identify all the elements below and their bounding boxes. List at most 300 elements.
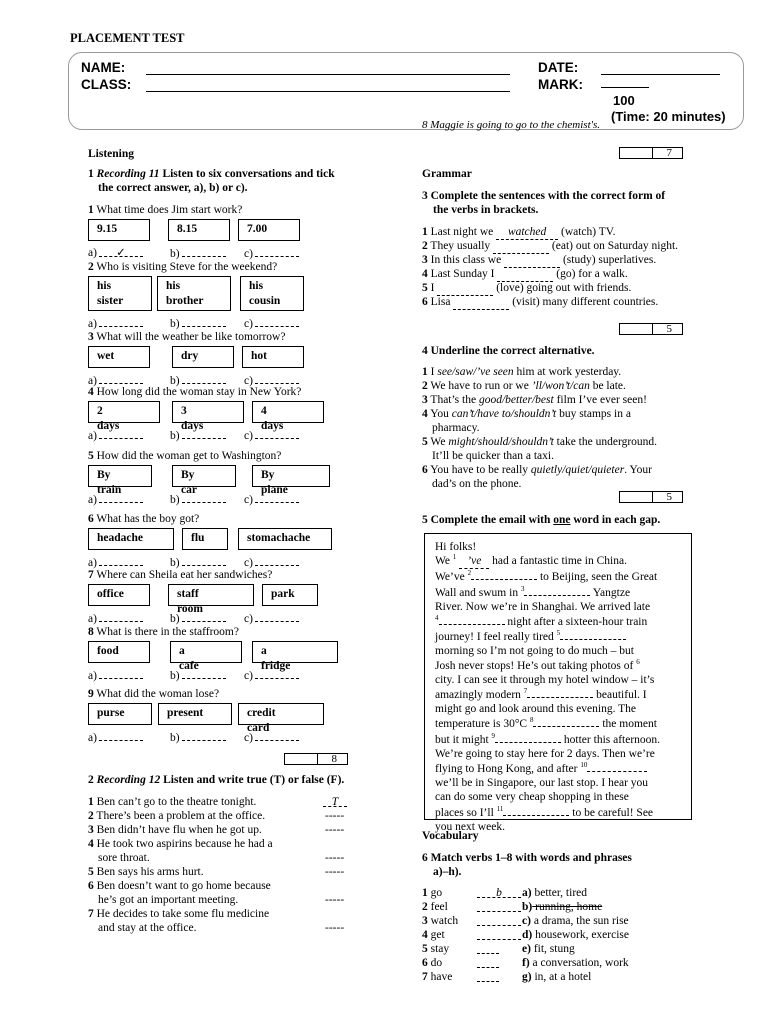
answer-option-box: purse xyxy=(88,703,152,725)
answer-option-box: a cafe xyxy=(170,641,242,663)
tick-blank[interactable] xyxy=(182,316,226,327)
gap-10[interactable] xyxy=(587,761,647,772)
ex2-title: 2 Recording 12 Listen and write true (T) or false (F). xyxy=(88,774,345,786)
verb: watch xyxy=(427,915,459,927)
match-blank[interactable] xyxy=(477,900,521,912)
verb-blank[interactable] xyxy=(504,253,560,268)
ex1-title: 1 Recording 11 Listen to six conversations and tick xyxy=(88,168,335,180)
phrase-text: fit, stung xyxy=(530,943,575,955)
answer-option-box: By car xyxy=(172,465,236,487)
alternative-sentence xyxy=(422,379,626,393)
match-blank[interactable] xyxy=(477,928,521,940)
question-text: How did the woman get to Washington? xyxy=(93,450,282,462)
choice-letter: b) xyxy=(170,732,180,744)
grammar-sentence xyxy=(422,295,658,310)
alternatives[interactable]: good/better/best xyxy=(478,394,554,406)
answer-option-box: his cousin xyxy=(240,276,304,311)
sentence-start: You have to be really xyxy=(427,464,531,476)
ex4-title: 4 Underline the correct alternative. xyxy=(422,345,595,357)
listening-question xyxy=(88,687,219,701)
listening-question xyxy=(88,512,199,526)
listening-question xyxy=(88,625,239,639)
item-number: 6 xyxy=(422,957,428,969)
verb-blank[interactable]: watched xyxy=(496,225,558,240)
listening-question xyxy=(88,568,272,582)
answer-option-box: hot xyxy=(242,346,304,368)
alternative-sentence xyxy=(422,463,652,477)
tf-statement xyxy=(88,809,265,823)
tick-blank[interactable] xyxy=(99,428,143,439)
choice-letter: b) xyxy=(170,557,180,569)
choice-letter: b) xyxy=(170,248,180,260)
tick-blank[interactable] xyxy=(99,492,143,503)
tick-blank[interactable] xyxy=(182,246,226,257)
answer-option-box: 9.15 xyxy=(88,219,150,241)
sentence-end: (study) superlatives. xyxy=(560,254,657,266)
answer-option-box: 4 days xyxy=(252,401,324,423)
match-blank[interactable] xyxy=(477,914,521,926)
mark-total: 100 xyxy=(613,93,635,108)
phrase-letter: a) xyxy=(522,887,532,899)
question-number: 7 xyxy=(88,569,94,581)
verb: get xyxy=(427,929,445,941)
sentence-line2: pharmacy. xyxy=(432,422,480,434)
phrase-letter: f) xyxy=(522,957,530,969)
sentence-start: I xyxy=(427,282,438,294)
choice-letter: c) xyxy=(244,557,253,569)
ex6-title-line2: a)–h). xyxy=(433,866,462,878)
phrase-text: housework, exercise xyxy=(532,929,629,941)
answer-choice[interactable] xyxy=(88,246,143,260)
grammar-sentence xyxy=(422,239,678,254)
choice-letter: c) xyxy=(244,318,253,330)
item-number: 3 xyxy=(422,254,428,266)
item-number: 4 xyxy=(422,929,428,941)
phrase-option xyxy=(522,914,629,928)
phrase-option xyxy=(522,956,629,970)
choice-letter: a) xyxy=(88,318,97,330)
question-text: What time does Jim start work? xyxy=(93,204,243,216)
item-text: Ben says his arms hurt. xyxy=(93,866,204,878)
phrase-option xyxy=(522,942,575,956)
match-blank[interactable] xyxy=(477,970,499,982)
alternatives[interactable]: might/should/shouldn’t xyxy=(448,436,554,448)
answer-option-box: headache xyxy=(88,528,174,550)
item-number: 1 xyxy=(88,796,94,808)
item-text-line2: and stay at the office. xyxy=(98,922,197,934)
vocabulary-heading: Vocabulary xyxy=(422,830,479,842)
choice-letter: a) xyxy=(88,670,97,682)
item-number: 2 xyxy=(422,901,428,913)
gap-1[interactable]: ’ve xyxy=(459,554,489,569)
tick-blank[interactable] xyxy=(99,316,143,327)
question-text: What will the weather be like tomorrow? xyxy=(93,331,286,343)
answer-option-box: 8.15 xyxy=(168,219,230,241)
answer-option-box: flu xyxy=(182,528,228,550)
item-text: Ben can’t go to the theatre tonight. xyxy=(93,796,257,808)
answer-choice[interactable] xyxy=(244,428,299,443)
choice-letter: b) xyxy=(170,670,180,682)
question-text: How long did the woman stay in New York? xyxy=(93,386,302,398)
gap-7[interactable] xyxy=(527,687,593,698)
answer-option-box: By train xyxy=(88,465,152,487)
item-number: 2 xyxy=(88,810,94,822)
verb-item xyxy=(422,914,458,928)
answer-option-box: stomachache xyxy=(238,528,332,550)
email-box: Hi folks! We $^1$ ’ve had a fantastic time in China. We’ve $^2$ to Beijing, seen the Great Wall and swum in $^3$ Yangtze River. Now we’re in Shanghai. We arrived late $^4$ night after a sixteen-hour train journey! I feel really tired $^5$ morning so I’m not going to do much – but Josh never stops! He’s out taking photos of $^6$ city. I can see it through my hotel window – it’s amazingly modern $^7$ beautiful. I might go and look around this evening. The temperature is 30°C $^8$ the moment but it might $^9$ hotter this afternoon. We’re going to stay here for 2 days. Then we’re flying to Hong Kong, and after $^{10}$ we’ll be in Singapore, our last stop. I hear you can do some very cheap shopping in these places so I’ll $^{11}$ to be careful! See you next week. xyxy=(424,533,692,820)
sentence-end: be late. xyxy=(589,380,626,392)
alternatives[interactable]: can’t/have to/shouldn’t xyxy=(451,408,557,420)
grammar-sentence xyxy=(422,267,628,282)
ex1-title-line2: the correct answer, a), b) or c). xyxy=(98,182,248,194)
question-text: What did the woman lose? xyxy=(93,688,220,700)
answer-choice[interactable] xyxy=(170,246,226,261)
match-blank[interactable] xyxy=(477,942,499,954)
alternative-sentence xyxy=(422,365,621,379)
listening-question xyxy=(88,385,301,399)
phrase-letter: g) xyxy=(522,971,532,983)
tf-answer[interactable]: ----- xyxy=(325,852,345,864)
question-number: 2 xyxy=(88,261,94,273)
item-number: 7 xyxy=(422,971,428,983)
answer-choice[interactable] xyxy=(88,611,143,626)
sentence-start: We xyxy=(427,436,449,448)
tick-blank[interactable] xyxy=(255,668,299,679)
choice-letter: c) xyxy=(244,494,253,506)
phrase-text: a conversation, work xyxy=(529,957,629,969)
choice-letter: a) xyxy=(88,375,97,387)
tf-answer[interactable]: T xyxy=(323,795,347,807)
verb-item xyxy=(422,886,442,900)
item-text: Ben didn’t have flu when he got up. xyxy=(93,824,262,836)
choice-letter: a) xyxy=(88,247,97,259)
verb-item xyxy=(422,970,452,984)
choice-letter: b) xyxy=(170,375,180,387)
tf-answer[interactable]: ----- xyxy=(325,922,345,934)
answer-option-box: present xyxy=(158,703,232,725)
listening-question xyxy=(88,260,277,274)
choice-letter: a) xyxy=(88,557,97,569)
sentence-line2: dad’s on the phone. xyxy=(432,478,522,490)
tick-blank[interactable] xyxy=(99,668,143,679)
gap-4[interactable] xyxy=(439,614,505,625)
verb-item xyxy=(422,956,442,970)
answer-choice[interactable] xyxy=(244,611,299,626)
tf-answer[interactable]: ----- xyxy=(325,894,345,906)
choice-letter: c) xyxy=(244,670,253,682)
item-number: 3 xyxy=(422,394,428,406)
answer-choice[interactable] xyxy=(170,611,226,626)
grammar-sentence xyxy=(422,253,656,268)
alternative-sentence xyxy=(422,407,631,421)
item-number: 6 xyxy=(422,464,428,476)
question-text: Where can Sheila eat her sandwiches? xyxy=(93,569,273,581)
phrase-option xyxy=(522,886,587,900)
choice-letter: a) xyxy=(88,494,97,506)
alternatives[interactable]: quietly/quiet/quieter xyxy=(530,464,625,476)
sentence-start: In this class we xyxy=(427,254,505,266)
tf-statement xyxy=(88,879,271,893)
tick-blank[interactable] xyxy=(255,555,299,566)
question-number: 8 xyxy=(88,626,94,638)
tick-blank[interactable] xyxy=(99,373,143,384)
sentence-end: (love) going out with friends. xyxy=(493,282,632,294)
item-number: 5 xyxy=(422,436,428,448)
item-number: 1 xyxy=(422,366,428,378)
answer-option-box: By plane xyxy=(252,465,330,487)
item-number: 3 xyxy=(88,824,94,836)
question-text: What has the boy got? xyxy=(93,513,200,525)
listening-question xyxy=(88,203,242,217)
tick-blank[interactable] xyxy=(182,373,226,384)
answer-choice[interactable] xyxy=(88,730,143,745)
sentence-end: (eat) out on Saturday night. xyxy=(549,240,679,252)
phrase-letter: e) xyxy=(522,943,531,955)
verb: go xyxy=(427,887,443,899)
item-text: There’s been a problem at the office. xyxy=(93,810,266,822)
alternatives[interactable]: see/saw/’ve seen xyxy=(437,366,514,378)
answer-choice[interactable] xyxy=(170,668,226,683)
verb-blank[interactable] xyxy=(497,267,553,282)
answer-option-box: his brother xyxy=(157,276,231,311)
item-number: 5 xyxy=(422,282,428,294)
answer-choice[interactable] xyxy=(244,246,299,261)
answer-choice[interactable] xyxy=(244,316,299,331)
answer-option-box: office xyxy=(88,584,150,606)
answer-choice[interactable] xyxy=(88,428,143,443)
sentence-end: (watch) TV. xyxy=(558,226,616,238)
verb-blank[interactable] xyxy=(493,239,549,254)
phrase-text: better, tired xyxy=(531,887,588,899)
ex3-title-line2: the verbs in brackets. xyxy=(433,204,539,216)
answer-choice[interactable] xyxy=(88,492,143,507)
alternatives[interactable]: ’ll/won’t/can xyxy=(531,380,590,392)
item-number: 5 xyxy=(422,943,428,955)
sentence-start: Last night we xyxy=(427,226,497,238)
question-number: 9 xyxy=(88,688,94,700)
grammar-sentence xyxy=(422,225,616,240)
item-number: 4 xyxy=(422,268,428,280)
item-number: 5 xyxy=(88,866,94,878)
item-text-line2: he’s got an important meeting. xyxy=(98,894,239,906)
listening-heading: Listening xyxy=(88,148,135,160)
answer-option-box: staff room xyxy=(168,584,254,606)
question-number: 1 xyxy=(88,204,94,216)
ex4-score-box[interactable]: 5 xyxy=(619,491,683,503)
answer-choice[interactable] xyxy=(244,492,299,507)
sentence-end: take the underground. xyxy=(553,436,658,448)
question-text: What is there in the staffroom? xyxy=(93,626,239,638)
page-title: PLACEMENT TEST xyxy=(70,31,185,45)
answer-choice[interactable] xyxy=(244,668,299,683)
choice-letter: c) xyxy=(244,430,253,442)
question-number: 5 xyxy=(88,450,94,462)
phrase-option xyxy=(522,900,602,914)
phrase-letter: c) xyxy=(522,915,531,927)
phrase-option xyxy=(522,928,629,942)
tick-blank[interactable] xyxy=(182,555,226,566)
answer-option-box: a fridge xyxy=(252,641,338,663)
tick-blank[interactable] xyxy=(255,730,299,741)
item-number: 4 xyxy=(88,838,94,850)
tf-statement xyxy=(88,823,262,837)
choice-letter: b) xyxy=(170,494,180,506)
gap-2[interactable] xyxy=(471,569,537,580)
phrase-text: a drama, the sun rise xyxy=(530,915,629,927)
answer-option-box: 7.00 xyxy=(238,219,300,241)
sentence-end: him at work yesterday. xyxy=(513,366,622,378)
tick-blank[interactable] xyxy=(182,611,226,622)
answer-choice[interactable] xyxy=(244,730,299,745)
class-label: CLASS: xyxy=(81,77,132,92)
answer-option-box: wet xyxy=(88,346,150,368)
tf-statement xyxy=(88,795,256,809)
phrase-text: in, at a hotel xyxy=(531,971,592,983)
question-text: Who is visiting Steve for the weekend? xyxy=(93,261,278,273)
choice-letter: c) xyxy=(244,375,253,387)
gap-9[interactable] xyxy=(495,732,561,743)
tick-blank[interactable] xyxy=(255,428,299,439)
verb-blank[interactable] xyxy=(437,281,493,296)
choice-letter: c) xyxy=(244,613,253,625)
choice-letter: a) xyxy=(88,613,97,625)
choice-letter: b) xyxy=(170,613,180,625)
item-number: 6 xyxy=(422,296,428,308)
sentence-end: buy stamps in a xyxy=(556,408,631,420)
choice-letter: b) xyxy=(170,318,180,330)
tick-blank[interactable]: ✓ xyxy=(99,246,143,257)
tf-statement xyxy=(88,865,204,879)
tick-blank[interactable] xyxy=(255,316,299,327)
answer-option-box: credit card xyxy=(238,703,324,725)
tick-blank[interactable] xyxy=(255,373,299,384)
choice-letter: a) xyxy=(88,430,97,442)
question-number: 4 xyxy=(88,386,94,398)
verb-item xyxy=(422,928,445,942)
answer-option-box: dry xyxy=(172,346,234,368)
answer-choice[interactable] xyxy=(88,668,143,683)
date-label: DATE: xyxy=(538,60,579,75)
item-text: He decides to take some flu medicine xyxy=(93,908,270,920)
answer-choice[interactable] xyxy=(88,316,143,331)
choice-letter: a) xyxy=(88,732,97,744)
sentence-start: You xyxy=(427,408,452,420)
answer-option-box: 3 days xyxy=(172,401,244,423)
question-number: 3 xyxy=(88,331,94,343)
listening-question xyxy=(88,330,285,344)
tick-blank[interactable] xyxy=(182,428,226,439)
sentence-start: Last Sunday I xyxy=(427,268,498,280)
tf-statement xyxy=(88,837,273,851)
tf-answer[interactable]: ----- xyxy=(325,824,345,836)
phrase-option xyxy=(522,970,591,984)
class-field[interactable] xyxy=(146,91,510,92)
ex3-title: 3 Complete the sentences with the correct form of xyxy=(422,190,666,202)
item-number: 6 xyxy=(88,880,94,892)
ex6-title: 6 Match verbs 1–8 with words and phrases xyxy=(422,852,632,864)
mark-field[interactable] xyxy=(601,87,649,88)
tick-blank[interactable] xyxy=(99,611,143,622)
tick-blank[interactable] xyxy=(182,492,226,503)
answer-choice[interactable] xyxy=(170,316,226,331)
ex3-score-box[interactable]: 5 xyxy=(619,323,683,335)
answer-option-box: park xyxy=(262,584,318,606)
date-field[interactable] xyxy=(601,74,720,75)
item-text-line2: sore throat. xyxy=(98,852,150,864)
listening-question xyxy=(88,449,281,463)
phrase-text: running, home xyxy=(532,901,603,913)
item-number: 2 xyxy=(422,240,428,252)
answer-choice[interactable] xyxy=(170,492,226,507)
tf-answer[interactable]: ----- xyxy=(325,866,345,878)
phrase-letter: b) xyxy=(522,901,533,913)
time-limit: (Time: 20 minutes) xyxy=(611,109,726,124)
verb-item xyxy=(422,942,449,956)
answer-choice[interactable] xyxy=(170,730,226,745)
tick-blank[interactable] xyxy=(255,492,299,503)
tf-answer[interactable]: ----- xyxy=(325,810,345,822)
gap-3[interactable] xyxy=(524,585,590,596)
choice-letter: c) xyxy=(244,732,253,744)
top-score-box[interactable]: 7 xyxy=(619,147,683,159)
tick-blank[interactable] xyxy=(99,730,143,741)
verb: have xyxy=(427,971,453,983)
tick-blank[interactable] xyxy=(255,246,299,257)
verb: do xyxy=(427,957,443,969)
item-number: 3 xyxy=(422,915,428,927)
sentence-end: film I’ve ever seen! xyxy=(553,394,647,406)
gap-8[interactable] xyxy=(533,716,599,727)
item-number: 4 xyxy=(422,408,428,420)
tick-blank[interactable] xyxy=(182,668,226,679)
choice-letter: c) xyxy=(244,248,253,260)
item-text: Ben doesn’t want to go home because xyxy=(93,880,271,892)
tick-blank[interactable] xyxy=(182,730,226,741)
tick-blank[interactable] xyxy=(99,555,143,566)
phrase-letter: d) xyxy=(522,929,533,941)
answer-option-box: his sister xyxy=(88,276,152,311)
verb-blank[interactable] xyxy=(453,295,509,310)
gap-11[interactable] xyxy=(503,805,569,816)
mark-label: MARK: xyxy=(538,77,583,92)
grammar-heading: Grammar xyxy=(422,168,472,180)
sentence-line2: It’ll be quicker than a taxi. xyxy=(432,450,554,462)
sentence-end: (visit) many different countries. xyxy=(509,296,659,308)
gap-5[interactable] xyxy=(560,629,626,640)
item-number: 2 xyxy=(422,380,428,392)
item-number: 1 xyxy=(422,887,428,899)
item-text: He took two aspirins because he had a xyxy=(93,838,273,850)
match-blank[interactable] xyxy=(477,956,499,968)
choice-letter: b) xyxy=(170,430,180,442)
answer-choice[interactable] xyxy=(170,428,226,443)
name-field[interactable] xyxy=(146,74,510,75)
answer-option-box: 2 days xyxy=(88,401,160,423)
answer-option-box: food xyxy=(88,641,150,663)
sentence-start: That’s the xyxy=(427,394,479,406)
alternative-sentence xyxy=(422,435,657,449)
tick-blank[interactable] xyxy=(255,611,299,622)
sentence-start: I xyxy=(427,366,438,378)
match-blank[interactable]: b xyxy=(477,886,521,898)
grammar-sentence xyxy=(422,281,631,296)
question-number: 6 xyxy=(88,513,94,525)
sentence-start: We have to run or we xyxy=(427,380,532,392)
ex1-score-box[interactable]: 8 xyxy=(284,753,348,765)
name-label: NAME: xyxy=(81,60,126,75)
verb: feel xyxy=(427,901,448,913)
sentence-end: (go) for a walk. xyxy=(553,268,628,280)
